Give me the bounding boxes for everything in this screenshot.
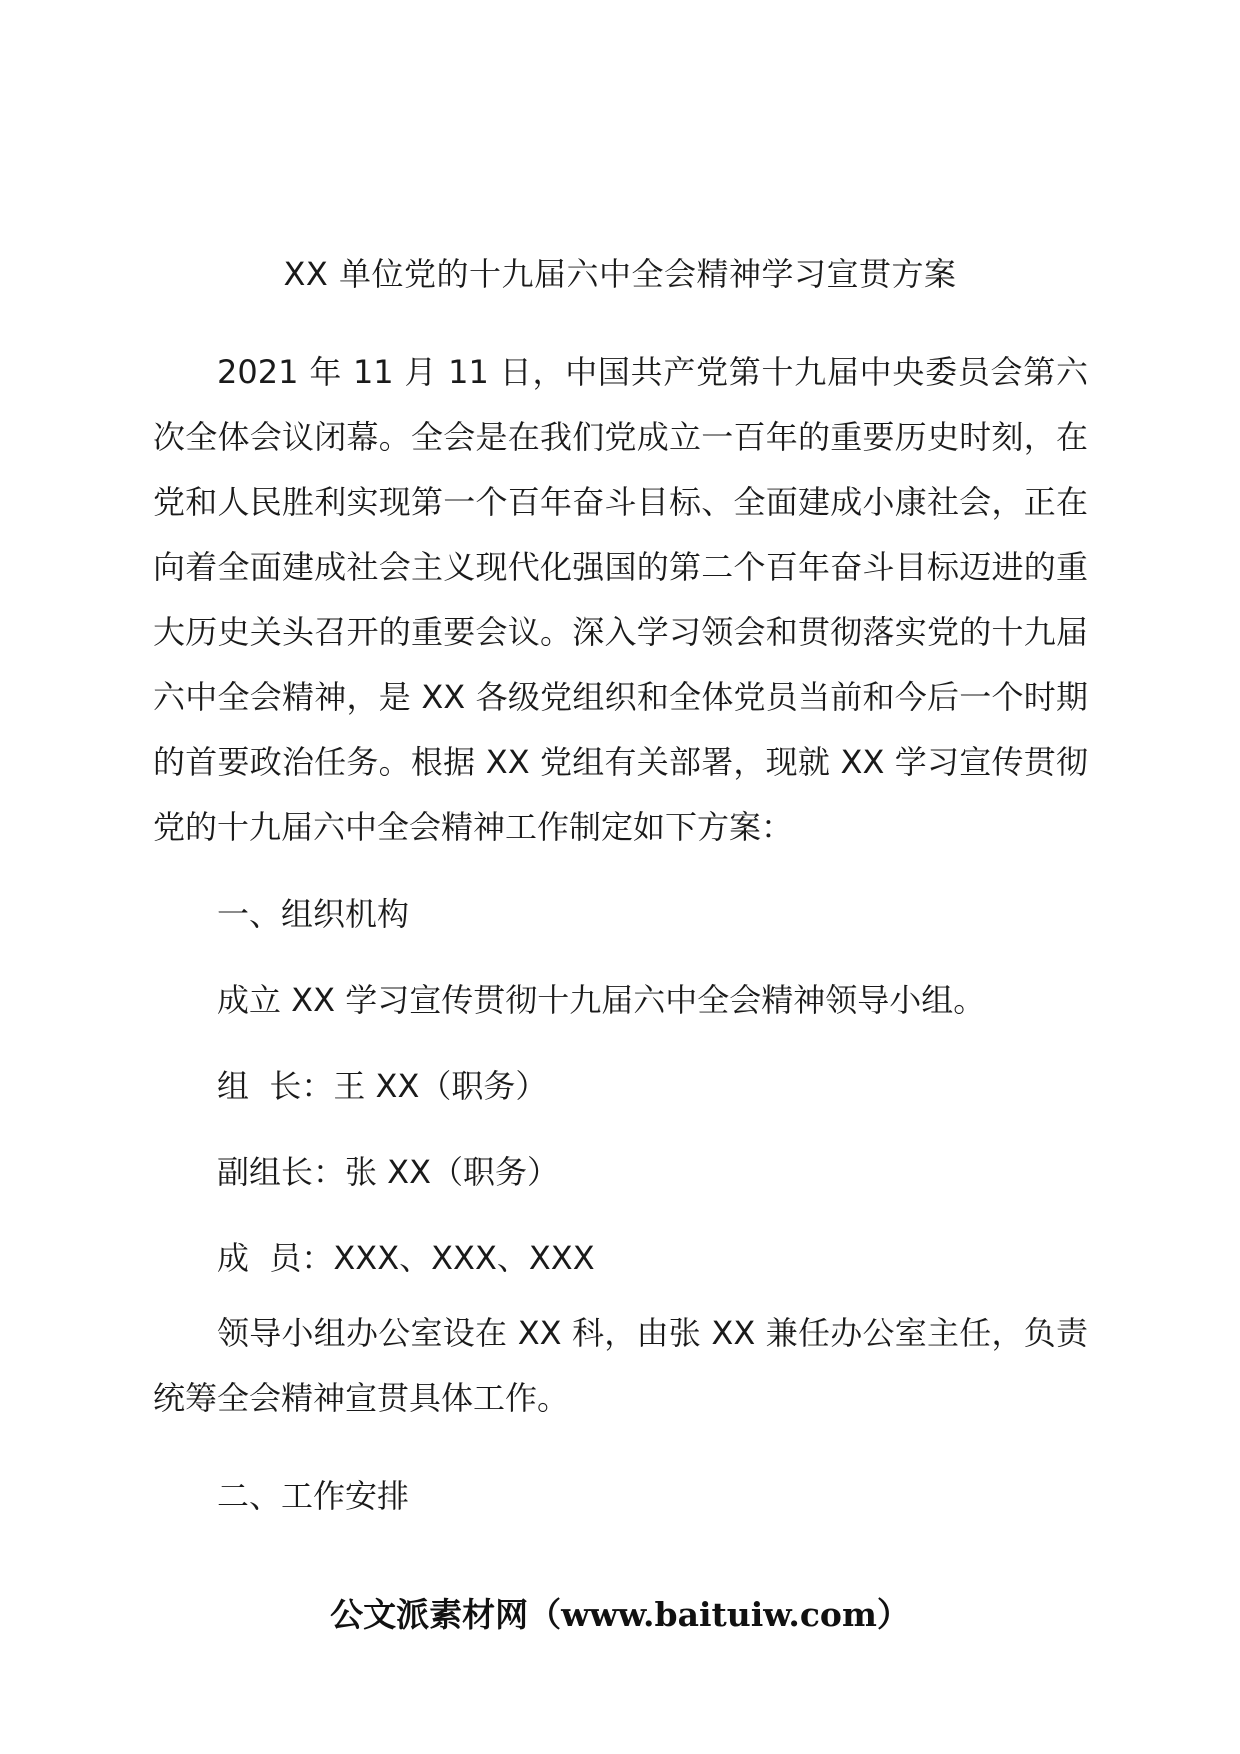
group-leader-line: 组 长：王 XX（职务） <box>217 1067 548 1105</box>
office-paragraph: 领导小组办公室设在 XX 科，由张 XX 兼任办公室主任，负责统筹全会精神宣贯具体工作。 <box>153 1314 1088 1417</box>
establish-group-text: 成立 XX 学习宣传贯彻十九届六中全会精神领导小组。 <box>217 981 986 1019</box>
document-title: XX 单位党的十九届六中全会精神学习宣贯方案 <box>283 255 957 293</box>
intro-paragraph: 2021 年 11 月 11 日，中国共产党第十九届中央委员会第六次全体会议闭幕。全会是在我们党成立一百年的重要历史时刻，在党和人民胜利实现第一个百年奋斗目标、全面建成小康社会，正在向着全面建成社会主义现代化强国的第二个百年奋斗目标迈进的重大历史关头召开的重要会议。深入学习领会和贯彻落实党的十九届六中全会精神，是 XX 各级党组织和全体党员当前和今后一个时期的首要政治任务。根据 XX 党组有关部署，现就 XX 学习宣传贯彻党的十九届六中全会精神工作制定如下方案： <box>153 353 1088 846</box>
section-heading-organization: 一、组织机构 <box>217 895 410 933</box>
deputy-leader-line: 副组长：张 XX（职务） <box>217 1153 560 1191</box>
members-line: 成 员：XXX、XXX、XXX <box>217 1239 595 1277</box>
section-heading-work-arrangement: 二、工作安排 <box>217 1477 410 1515</box>
footer-watermark: 公文派素材网（www.baituiw.com） <box>330 1595 910 1634</box>
